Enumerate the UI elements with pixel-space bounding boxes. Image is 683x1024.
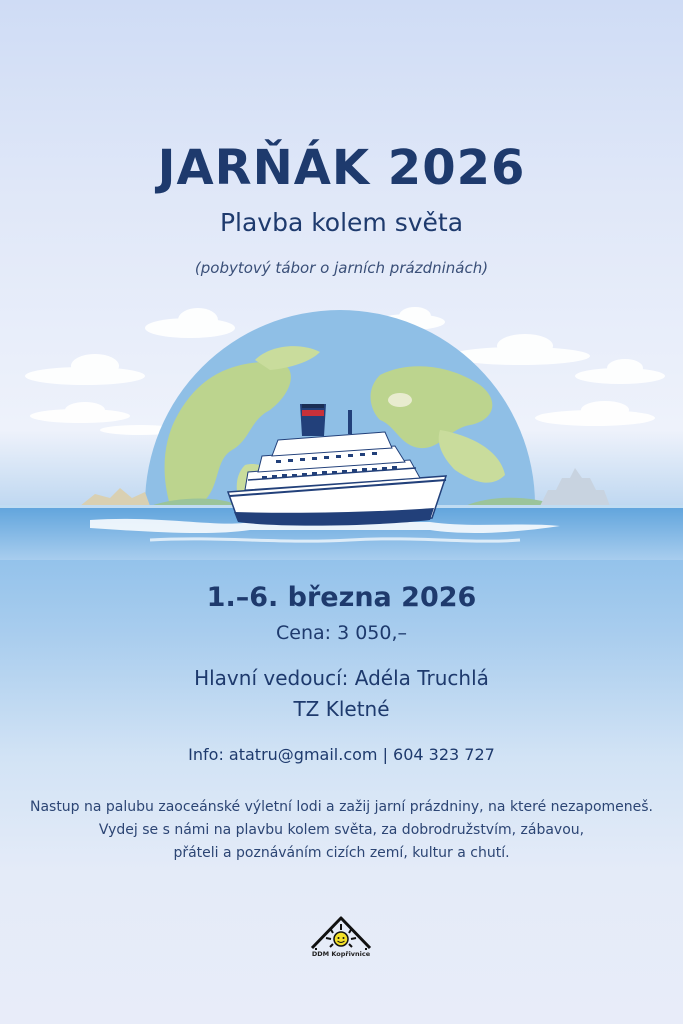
- globe-ship-illustration: [0, 300, 683, 560]
- event-price: Cena: 3 050,–: [275, 622, 407, 644]
- event-place: TZ Kletné: [293, 697, 390, 721]
- description-line: Nastup na palubu zaoceánské výletní lodi a zažij jarní prázdniny, na které nezapomeneš.: [29, 799, 654, 815]
- description-line: Vydej se s námi na plavbu kolem světa, za dobrodružstvím, zábavou,: [98, 822, 585, 838]
- logo-text: DDM Kopřivnice: [311, 950, 371, 958]
- event-dates: 1.–6. března 2026: [206, 582, 477, 613]
- description-line: přáteli a poznáváním cizích zemí, kultur a chutí.: [173, 845, 510, 861]
- subtitle: Plavba kolem světa: [219, 208, 464, 237]
- contact-info: Info: atatru@gmail.com | 604 323 727: [188, 745, 495, 764]
- description: [0, 796, 683, 865]
- tagline: (pobytový tábor o jarních prázdninách): [194, 259, 489, 277]
- page-title: JARŇÁK 2026: [157, 140, 526, 196]
- event-leader: Hlavní vedoucí: Adéla Truchlá: [194, 666, 489, 690]
